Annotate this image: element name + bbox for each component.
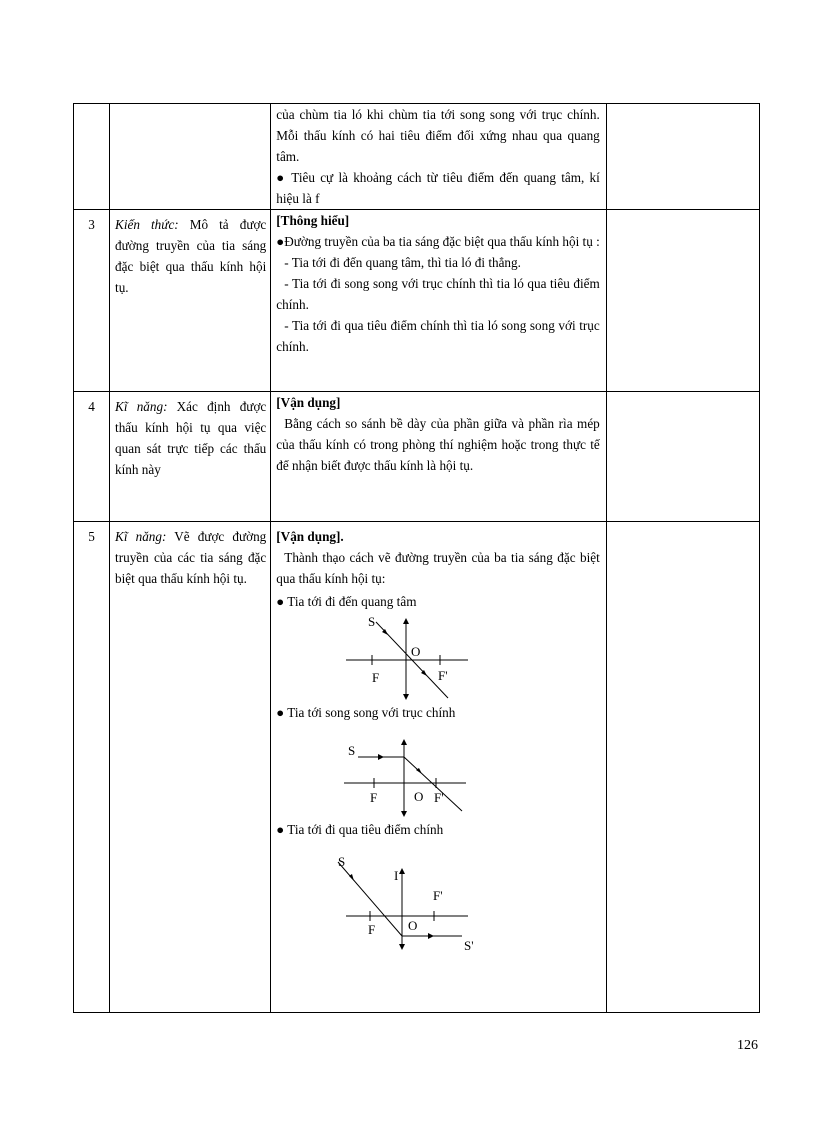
level-label: [Vận dụng]. — [276, 529, 344, 544]
content-paragraph: của chùm tia ló khi chùm tia tới song song với trục chính. Mỗi thấu kính có hai tiêu điểm đối xứng nhau qua quang tâm. — [276, 107, 600, 164]
svg-text:O: O — [411, 644, 421, 659]
row-content — [271, 522, 606, 1013]
diagram-caption: ● Tia tới đi qua tiêu điểm chính — [276, 819, 599, 840]
row-number: 5 — [74, 522, 110, 1013]
svg-text:O: O — [414, 789, 424, 804]
row-objective: Kiến thức: Mô tả được đường truyền của tia sáng đặc biệt qua thấu kính hội tụ. — [110, 210, 271, 392]
svg-text:F: F — [368, 922, 376, 937]
level-label: [Thông hiểu] — [276, 213, 350, 228]
bullet-icon: ● — [276, 170, 287, 185]
content-paragraph: Bằng cách so sánh bề dày của phần giữa và phần rìa mép của thấu kính có trong phòng thí nghiệm hoặc trong thực tế để nhận biết được thấu kính là hội tụ. — [276, 416, 600, 473]
content-paragraph: - Tia tới đi đến quang tâm, thì tia ló đi thẳng. — [284, 255, 521, 270]
row-objective — [110, 104, 271, 210]
diagram-caption: ● Tia tới đi đến quang tâm — [276, 591, 599, 612]
content-bullet: ● Tiêu cự là khoảng cách từ tiêu điểm đến quang tâm, kí hiệu là f — [276, 170, 600, 206]
svg-text:S: S — [348, 743, 356, 758]
page-number: 126 — [737, 1038, 758, 1053]
level-label: [Vận dụng] — [276, 395, 341, 410]
row-content — [271, 104, 606, 210]
row-note — [606, 522, 759, 1013]
table-row — [74, 210, 760, 392]
svg-text:F': F' — [433, 888, 443, 903]
row-note — [606, 210, 759, 392]
svg-text:O: O — [408, 918, 418, 933]
svg-text:F: F — [370, 790, 378, 805]
row-number: 3 — [74, 210, 110, 392]
row-content — [271, 210, 606, 392]
bullet-icon: ● — [276, 594, 285, 609]
bullet-icon: ● — [276, 822, 285, 837]
row-content — [271, 392, 606, 522]
row-note — [606, 104, 759, 210]
diagram-ray-parallel — [276, 723, 596, 817]
diagram-caption: ● Tia tới song song với trục chính — [276, 702, 599, 723]
diagram-ray-through-center — [276, 612, 596, 700]
svg-text:S': S' — [464, 938, 474, 950]
row-number — [74, 104, 110, 210]
content-bullet: ●Đường truyền của ba tia sáng đặc biệt qua thấu kính hội tụ : — [276, 234, 600, 249]
content-paragraph: - Tia tới đi qua tiêu điểm chính thì tia ló song song với trục chính. — [276, 318, 600, 354]
row-note — [606, 392, 759, 522]
diagram-ray-through-focus — [276, 840, 596, 950]
svg-text:S: S — [368, 614, 376, 629]
row-objective: Kĩ năng: Vẽ được đường truyền của các tia sáng đặc biệt qua thấu kính hội tụ. — [110, 522, 271, 1013]
row-number: 4 — [74, 392, 110, 522]
content-paragraph: - Tia tới đi song song với trục chính thì tia ló qua tiêu điểm chính. — [276, 276, 600, 312]
svg-text:F': F' — [438, 668, 448, 683]
table-row — [74, 392, 760, 522]
svg-text:F': F' — [434, 790, 444, 805]
svg-text:S: S — [338, 854, 346, 869]
table-row — [74, 104, 760, 210]
row-objective: Kĩ năng: Xác định được thấu kính hội tụ qua việc quan sát trực tiếp các thấu kính này — [110, 392, 271, 522]
content-paragraph: Thành thạo cách vẽ đường truyền của ba tia sáng đặc biệt qua thấu kính hội tụ: — [276, 550, 600, 586]
table-row — [74, 522, 760, 1013]
bullet-icon: ● — [276, 705, 285, 720]
content-table — [73, 103, 760, 1013]
svg-text:I: I — [394, 868, 399, 883]
bullet-icon: ● — [276, 234, 285, 249]
svg-text:F: F — [372, 670, 380, 685]
